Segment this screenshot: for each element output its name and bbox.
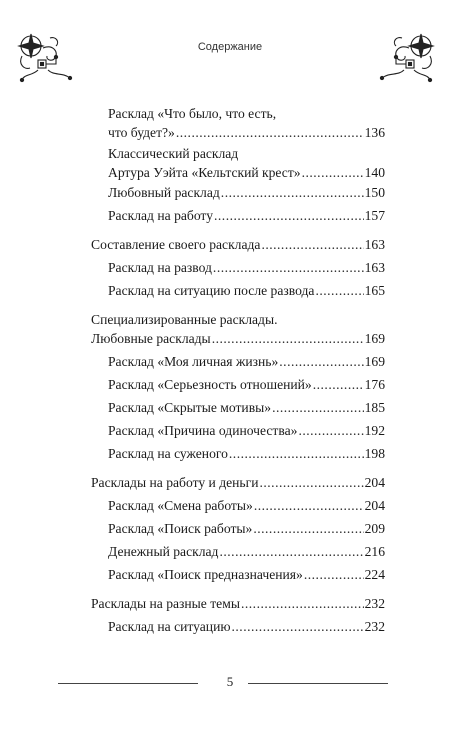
toc-entry <box>108 497 385 516</box>
dot-leader <box>229 445 364 462</box>
dot-leader <box>315 282 363 299</box>
toc-entry <box>108 282 385 301</box>
toc-entry <box>108 520 385 539</box>
dot-leader <box>304 566 364 583</box>
toc-entry-title: Расклад на развод <box>108 260 212 275</box>
page-footer <box>0 674 460 694</box>
toc-page-number: 232 <box>364 596 385 611</box>
dot-leader <box>212 330 364 347</box>
toc-entry <box>91 236 385 255</box>
toc-page-number: 204 <box>364 475 385 490</box>
toc-entry-title: Расклад на работу <box>108 208 213 223</box>
toc-entry-title: Расклады на разные темы <box>91 596 240 611</box>
toc-entry-title: Составление своего расклада <box>91 237 261 252</box>
toc-entry-title: Специализированные расклады. <box>91 312 278 327</box>
toc-entry-title: Расклад на суженого <box>108 446 228 461</box>
dot-leader <box>259 474 363 491</box>
toc-entry-title: Любовный расклад <box>108 185 220 200</box>
dot-leader <box>241 595 364 612</box>
toc-entry-title: Классический расклад <box>108 146 239 161</box>
toc-entry-title: Расклад «Скрытые мотивы» <box>108 400 272 415</box>
toc-entry <box>108 353 385 372</box>
dot-leader <box>232 618 364 635</box>
toc-entry <box>108 618 385 637</box>
toc-page-number: 185 <box>364 400 385 415</box>
running-header: Содержание <box>197 41 263 53</box>
dot-leader <box>213 259 364 276</box>
dot-leader <box>261 236 363 253</box>
toc-page-number: 150 <box>364 185 385 200</box>
toc-entry <box>108 207 385 226</box>
dot-leader <box>176 124 364 141</box>
dot-leader <box>302 164 364 181</box>
toc-entry-title: Расклад «Поиск предназначения» <box>108 567 303 582</box>
toc-page-number: 169 <box>364 354 385 369</box>
toc-page-number: 224 <box>364 567 385 582</box>
toc-entry-title: Расклад «Моя личная жизнь» <box>108 354 279 369</box>
dot-leader <box>221 184 364 201</box>
toc-entry-title: Любовные расклады <box>91 331 211 346</box>
toc-page-number: 169 <box>364 331 385 346</box>
toc-entry-title: Артура Уэйта «Кельтский крест» <box>108 165 301 180</box>
ornament-icon <box>14 30 76 86</box>
toc-page-number: 140 <box>364 165 385 180</box>
toc-page-number: 157 <box>364 208 385 223</box>
toc-entry-title: Расклад «Причина одиночества» <box>108 423 298 438</box>
toc-entry-title: что будет?» <box>108 125 175 140</box>
toc-entry <box>91 474 385 493</box>
toc-entry <box>108 566 385 585</box>
dot-leader <box>219 543 363 560</box>
toc-entry-title: Расклад на ситуацию после развода <box>108 283 315 298</box>
toc-entry <box>108 376 385 395</box>
toc-page-number: 232 <box>364 619 385 634</box>
footer-rule-right <box>248 683 388 684</box>
dot-leader <box>254 497 364 514</box>
ornament-icon <box>376 30 438 86</box>
dot-leader <box>214 207 364 224</box>
toc-entry <box>108 445 385 464</box>
toc-entry <box>108 399 385 418</box>
toc-page-number: 192 <box>364 423 385 438</box>
dot-leader <box>298 422 363 439</box>
toc-entry-title: Расклады на работу и деньги <box>91 475 259 490</box>
toc-entry <box>108 184 385 203</box>
toc-entry-title: Расклад «Смена работы» <box>108 498 253 513</box>
toc-page-number: 163 <box>364 237 385 252</box>
toc-entry <box>108 105 385 143</box>
dot-leader <box>279 353 363 370</box>
toc-page-number: 198 <box>364 446 385 461</box>
toc-page-number: 163 <box>364 260 385 275</box>
dot-leader <box>253 520 363 537</box>
dot-leader <box>272 399 364 416</box>
toc-page-number: 176 <box>364 377 385 392</box>
toc-page-number: 136 <box>364 125 385 140</box>
page-number: 5 <box>226 674 234 689</box>
toc-entry <box>108 422 385 441</box>
toc-page-number: 216 <box>364 544 385 559</box>
toc-entry-title: Расклад «Что было, что есть, <box>108 106 277 121</box>
toc-entry-title: Денежный расклад <box>108 544 219 559</box>
dot-leader <box>313 376 364 393</box>
toc-entry-title: Расклад на ситуацию <box>108 619 231 634</box>
toc-entry <box>91 311 385 349</box>
toc-entry <box>108 259 385 278</box>
toc-entry-title: Расклад «Серьезность отношений» <box>108 377 312 392</box>
toc-page-number: 204 <box>364 498 385 513</box>
toc-page-number: 165 <box>364 283 385 298</box>
toc-entry <box>108 145 385 183</box>
toc-entry-title: Расклад «Поиск работы» <box>108 521 253 536</box>
toc-entry <box>108 543 385 562</box>
toc-entry <box>91 595 385 614</box>
toc-page-number: 209 <box>364 521 385 536</box>
